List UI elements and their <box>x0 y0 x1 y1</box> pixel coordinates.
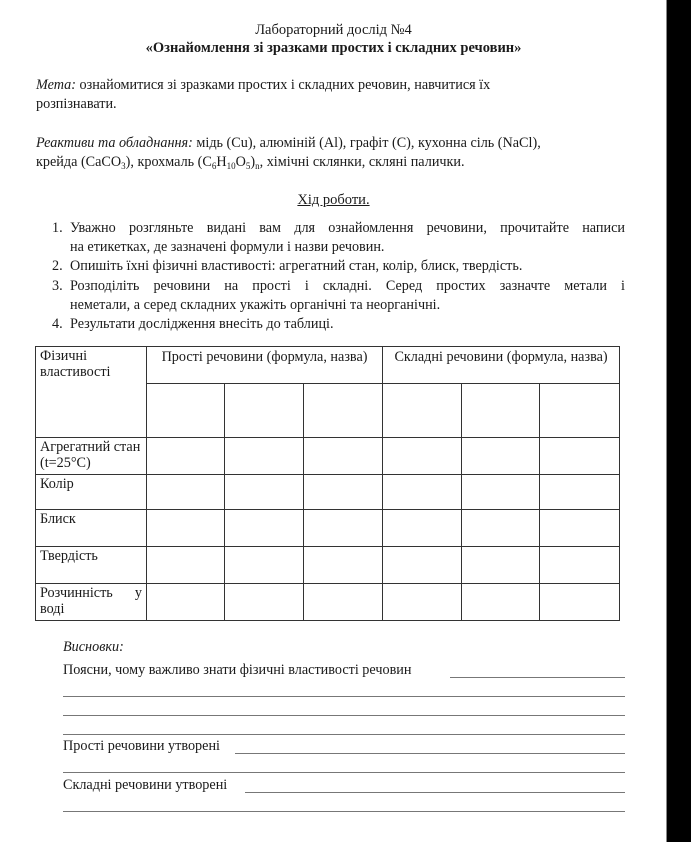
table-cell[interactable] <box>462 584 540 621</box>
table-row <box>36 438 620 475</box>
table-cell[interactable] <box>540 584 620 621</box>
table-cell[interactable] <box>462 547 540 584</box>
step-item: 2. Опишіть їхні фізичні властивості: агрегатний стан, колір, блиск, твердість. <box>52 258 523 275</box>
question-complex-substances: Складні речовини утворені <box>63 777 228 793</box>
row-label: Колір <box>36 475 147 510</box>
answer-line[interactable] <box>63 811 625 812</box>
question-simple-substances: Прості речовини утворені <box>63 738 220 754</box>
table-cell[interactable] <box>147 584 225 621</box>
table-cell[interactable] <box>383 384 462 438</box>
table-cell[interactable] <box>147 475 225 510</box>
table-row <box>36 510 620 547</box>
table-cell[interactable] <box>147 384 225 438</box>
table-cell[interactable] <box>383 547 462 584</box>
table-cell[interactable] <box>304 475 383 510</box>
aim-label: Мета: <box>36 77 76 93</box>
table-cell[interactable] <box>304 384 383 438</box>
table-cell[interactable] <box>383 510 462 547</box>
answer-line[interactable] <box>63 715 625 716</box>
table-cell[interactable] <box>462 475 540 510</box>
step-item: 1. Уважно розгляньте видані вам для ознайомлення речовини, прочитайте написи на етикетках, де зазначені формули і назви речовин. <box>52 220 625 256</box>
table-cell[interactable] <box>383 475 462 510</box>
aim-text-cont: розпізнавати. <box>36 96 117 112</box>
table-header-row <box>36 347 620 384</box>
table-cell[interactable] <box>540 438 620 475</box>
header-simple-substances: Прості речовини (формула, назва) <box>147 347 383 384</box>
procedure-heading: Хід роботи. <box>297 192 370 208</box>
table-cell[interactable] <box>304 584 383 621</box>
table-cell[interactable] <box>304 510 383 547</box>
table-cell[interactable] <box>147 547 225 584</box>
table-cell[interactable] <box>147 510 225 547</box>
answer-line[interactable] <box>450 677 625 678</box>
table-cell[interactable] <box>383 438 462 475</box>
table-cell[interactable] <box>225 438 304 475</box>
table-cell[interactable] <box>462 438 540 475</box>
table-cell[interactable] <box>225 384 304 438</box>
table-cell[interactable] <box>540 510 620 547</box>
table-cell[interactable] <box>225 547 304 584</box>
table-cell[interactable] <box>540 475 620 510</box>
answer-line[interactable] <box>245 792 625 793</box>
step-item: 3. Розподіліть речовини на прості і складні. Серед простих зазначте метали і неметали, а серед складних укажіть органічні та неорганічні. <box>52 277 625 313</box>
step-item: 4. Результати дослідження внесіть до таблиці. <box>52 316 334 333</box>
table-cell[interactable] <box>225 475 304 510</box>
reagents-paragraph <box>36 134 541 153</box>
answer-line[interactable] <box>63 696 625 697</box>
reagents-text-cont: крейда (CaCO$_3$), крохмаль $(C_6H_{10}O_5)_n$, хімічні склянки, скляні палички. <box>36 154 465 171</box>
table-cell[interactable] <box>383 584 462 621</box>
table-cell[interactable] <box>225 584 304 621</box>
lab-title: Лабораторний дослід №4 <box>255 22 412 38</box>
reagents-label: Реактиви та обладнання: <box>36 135 193 151</box>
header-complex-substances: Складні речовини (формула, назва) <box>383 347 620 384</box>
procedure-steps <box>52 219 625 334</box>
reagents-text: мідь (Cu), алюміній (Al), графіт (C), кухонна сіль (NaCl), <box>192 135 541 151</box>
row-label: Блиск <box>36 510 147 547</box>
table-cell[interactable] <box>462 510 540 547</box>
table-row <box>36 584 620 621</box>
results-table <box>35 346 620 621</box>
table-cell[interactable] <box>225 510 304 547</box>
row-label: Твердість <box>36 547 147 584</box>
answer-line[interactable] <box>63 734 625 735</box>
table-cell[interactable] <box>540 384 620 438</box>
table-cell[interactable] <box>304 547 383 584</box>
table-row <box>36 547 620 584</box>
table-cell[interactable] <box>462 384 540 438</box>
table-cell[interactable] <box>304 438 383 475</box>
aim-text: ознайомитися зі зразками простих і складних речовин, навчитися їх <box>75 77 491 93</box>
table-cell[interactable] <box>147 438 225 475</box>
header-properties: Фізичні властивості <box>36 347 147 438</box>
lab-subtitle: «Ознайомлення зі зразками простих і складних речовин» <box>145 40 522 56</box>
row-label: Розчинність у воді <box>36 584 147 621</box>
answer-line[interactable] <box>235 753 625 754</box>
table-cell[interactable] <box>540 547 620 584</box>
aim-paragraph <box>36 76 490 95</box>
table-row <box>36 475 620 510</box>
conclusions-heading: Висновки: <box>63 639 124 655</box>
question-physical-properties: Поясни, чому важливо знати фізичні властивості речовин <box>63 662 412 678</box>
answer-line[interactable] <box>63 772 625 773</box>
row-label: Агрегатний стан (t=25°C) <box>36 438 147 475</box>
